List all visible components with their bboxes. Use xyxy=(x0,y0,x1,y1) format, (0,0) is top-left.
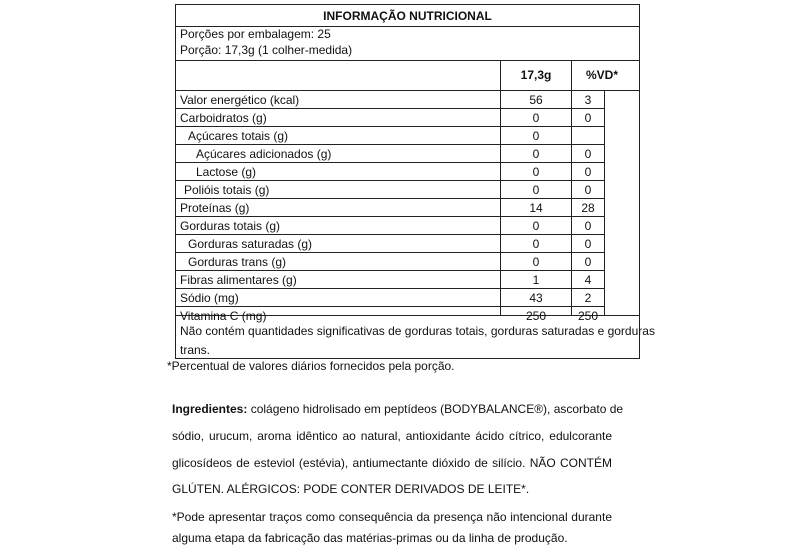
ingredients-heading: Ingredientes: xyxy=(172,402,248,416)
row-divider xyxy=(176,252,605,253)
nutrient-amount: 56 xyxy=(529,93,543,107)
serving-size: Porção: 17,3g (1 colher-medida) xyxy=(180,43,353,57)
divider xyxy=(176,90,639,91)
nutrient-label: Gorduras totais (g) xyxy=(180,219,281,233)
nutrient-label: Sódio (mg) xyxy=(180,291,239,305)
row-divider xyxy=(176,180,605,181)
nutrient-label: Açúcares totais (g) xyxy=(188,129,289,143)
row-divider xyxy=(176,108,605,109)
nutrient-label: Lactose (g) xyxy=(196,165,257,179)
nutrient-amount: 0 xyxy=(532,111,540,125)
nutrient-label: Polióis totais (g) xyxy=(184,183,270,197)
nutrient-amount: 0 xyxy=(532,129,540,143)
nutrient-vd: 0 xyxy=(584,255,592,269)
row-divider xyxy=(176,306,605,307)
table-title: INFORMAÇÃO NUTRICIONAL xyxy=(323,9,492,23)
nutrient-label: Carboidratos (g) xyxy=(180,111,267,125)
nutrient-label: Açúcares adicionados (g) xyxy=(196,147,332,161)
row-divider xyxy=(176,234,605,235)
nutrient-vd: 0 xyxy=(584,165,592,179)
amount-header: 17,3g xyxy=(520,68,552,82)
nutrient-label: Valor energético (kcal) xyxy=(180,93,300,107)
row-divider xyxy=(176,288,605,289)
nutrient-amount: 0 xyxy=(532,219,540,233)
nutrient-vd: 2 xyxy=(584,291,592,305)
nutrient-amount: 0 xyxy=(532,183,540,197)
row-divider xyxy=(176,162,605,163)
nutrient-vd: 28 xyxy=(581,201,595,215)
nutrient-vd: 0 xyxy=(584,219,592,233)
nutrient-amount: 1 xyxy=(532,273,540,287)
nutrient-label: Vitamina C (mg) xyxy=(180,309,267,323)
row-divider xyxy=(176,126,605,127)
ingredients-text: colágeno hidrolisado em peptídeos (BODYBALANCE®), ascorbato de xyxy=(250,402,624,416)
nutrition-table xyxy=(175,4,655,359)
footnote: *Percentual de valores diários fornecidos pela porção. xyxy=(167,359,455,373)
row-divider xyxy=(176,216,605,217)
nutrient-vd: 3 xyxy=(584,93,592,107)
ingredients-line: glicosídeos de esteviol (estévia), antiumectante dióxido de silício. NÃO CONTÉM xyxy=(172,456,612,470)
nutrient-amount: 0 xyxy=(532,237,540,251)
table-note-cont: trans. xyxy=(180,343,211,357)
nutrient-vd: 0 xyxy=(584,237,592,251)
nutrient-amount: 250 xyxy=(525,309,547,323)
nutrient-amount: 0 xyxy=(532,255,540,269)
nutrient-amount: 0 xyxy=(532,147,540,161)
nutrient-label: Proteínas (g) xyxy=(180,201,250,215)
nutrient-vd: 0 xyxy=(584,183,592,197)
servings-per-package: Porções por embalagem: 25 xyxy=(180,27,331,41)
nutrient-amount: 14 xyxy=(529,201,543,215)
nutrient-vd: 0 xyxy=(584,147,592,161)
nutrient-vd: 250 xyxy=(577,309,599,323)
nutrient-vd: 4 xyxy=(584,273,592,287)
nutrient-label: Gorduras trans (g) xyxy=(188,255,287,269)
column-divider xyxy=(604,90,605,315)
row-divider xyxy=(176,198,605,199)
nutrient-label: Fibras alimentares (g) xyxy=(180,273,297,287)
row-divider xyxy=(176,270,605,271)
ingredients-line xyxy=(172,402,624,416)
row-divider xyxy=(176,144,605,145)
ingredients-line: alguma etapa da fabricação das matérias-primas ou da linha de produção. xyxy=(172,531,568,545)
nutrient-label: Gorduras saturadas (g) xyxy=(188,237,313,251)
nutrient-amount: 43 xyxy=(529,291,543,305)
nutrient-vd: 0 xyxy=(584,111,592,125)
ingredients-line: *Pode apresentar traços como consequência da presença não intencional durante xyxy=(172,510,612,524)
table-note: Não contém quantidades significativas de gorduras totais, gorduras saturadas e gorduras xyxy=(180,324,655,338)
ingredients-line: sódio, urucum, aroma idêntico ao natural, antioxidante ácido cítrico, edulcorante xyxy=(172,429,612,443)
nutrient-amount: 0 xyxy=(532,165,540,179)
vd-header: %VD* xyxy=(586,68,619,82)
ingredients-line: GLÚTEN. ALÉRGICOS: PODE CONTER DERIVADOS DE LEITE*. xyxy=(172,482,530,496)
divider xyxy=(176,60,639,61)
